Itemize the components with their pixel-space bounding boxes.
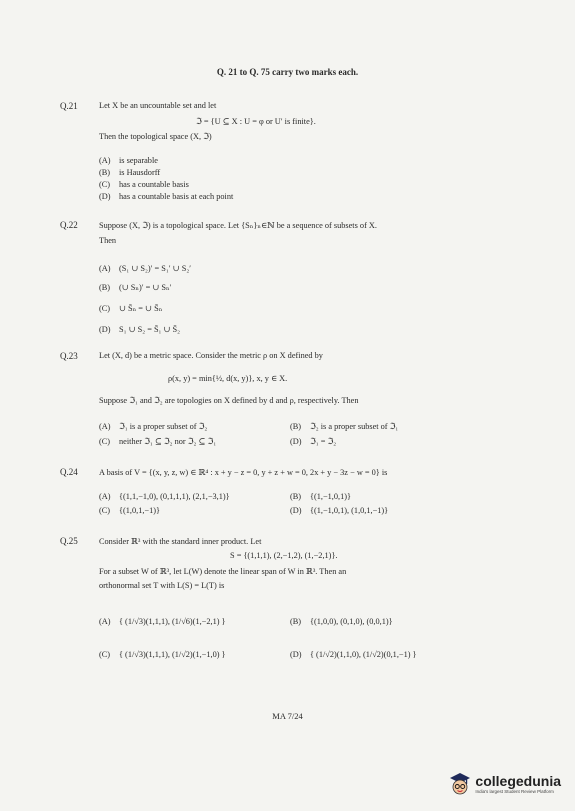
option-b: (B) is Hausdorff [99,168,161,177]
question-text: A basis of V = {(x, y, z, w) ∈ ℝ⁴ : x + y − z = 0, y + z + w = 0, 2x + y − 3z − w = 0} is [99,468,388,477]
option-b: (B) ℑ₂ is a proper subset of ℑ₁ [290,422,399,431]
option-a: (A) { (1/√3)(1,1,1), (1/√6)(1,−2,1) } [99,617,226,626]
section-header: Q. 21 to Q. 75 carry two marks each. [216,67,359,77]
question-number: Q.24 [60,467,78,477]
question-number: Q.21 [60,101,78,111]
question-number: Q.22 [60,220,78,230]
question-text: For a subset W of ℝ³, let L(W) denote the linear span of W in ℝ³. Then an [99,567,347,576]
option-b: (B) {(1,−1,0,1)} [290,492,351,501]
option-c: (C) ∪ S̄ₙ = ∪ S̄ₙ [99,304,163,313]
logo-name: collegedunia [475,773,561,789]
question-text: Suppose (X, ℑ) is a topological space. Let {Sₙ}ₙ∈ℕ be a sequence of subsets of X. [99,221,377,230]
question-number: Q.23 [60,351,78,361]
question-text: Suppose ℑ₁ and ℑ₂ are topologies on X defined by d and ρ, respectively. Then [99,396,359,405]
logo-tagline: India's largest Student Review Platform [475,789,554,794]
option-a: (A) is separable [99,156,158,165]
option-d: (D) {(1,−1,0,1), (1,0,1,−1)} [290,506,389,515]
question-text: orthonormal set T with L(S) = L(T) is [99,581,225,590]
question-text: Then [99,236,117,245]
question-formula: S = {(1,1,1), (2,−1,2), (1,−2,1)}. [230,551,338,560]
question-number: Q.25 [60,536,78,546]
question-text: Then the topological space (X, ℑ) [99,132,212,141]
option-b: (B) {(1,0,0), (0,1,0), (0,0,1)} [290,617,393,626]
option-d: (D) { (1/√2)(1,1,0), (1/√2)(0,1,−1) } [290,650,417,659]
question-text: Let (X, d) be a metric space. Consider the metric ρ on X defined by [99,351,323,360]
question-text: Let X be an uncountable set and let [99,101,217,110]
option-a: (A) (S₁ ∪ S₂)′ = S₁′ ∪ S₂′ [99,264,192,273]
page-footer: MA 7/24 [272,711,303,721]
option-b: (B) (∪ Sₙ)′ = ∪ Sₙ′ [99,283,172,292]
option-d: (D) ℑ₁ = ℑ₂ [290,437,337,446]
question-formula: ℑ = {U ⊆ X : U = φ or U′ is finite}. [196,117,316,126]
question-text: Consider ℝ³ with the standard inner product. Let [99,537,262,546]
option-c: (C) neither ℑ₁ ⊆ ℑ₂ nor ℑ₂ ⊆ ℑ₁ [99,437,217,446]
graduate-mascot-icon [448,772,472,796]
option-a: (A) ℑ₁ is a proper subset of ℑ₂ [99,422,208,431]
question-formula: ρ(x, y) = min{½, d(x, y)}, x, y ∈ X. [168,374,288,383]
option-c: (C) { (1/√3)(1,1,1), (1/√2)(1,−1,0) } [99,650,226,659]
option-d: (D) has a countable basis at each point [99,192,234,201]
option-c: (C) has a countable basis [99,180,189,189]
option-d: (D) S₁ ∪ S₂ = S̄₁ ∪ S̄₂ [99,325,181,334]
option-c: (C) {(1,0,1,−1)} [99,506,160,515]
option-a: (A) {(1,1,−1,0), (0,1,1,1), (2,1,−3,1)} [99,492,230,501]
collegedunia-logo [448,772,561,796]
